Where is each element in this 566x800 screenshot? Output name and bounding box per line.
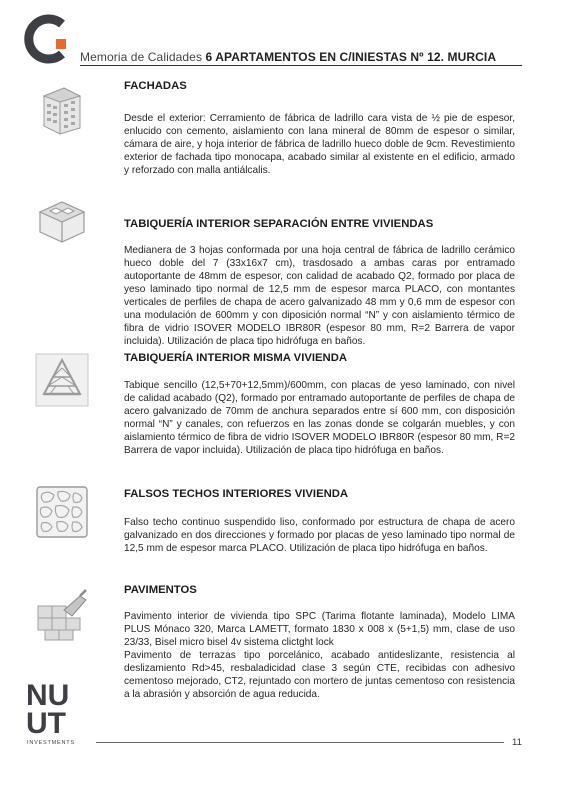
section-title: TABIQUERÍA INTERIOR MISMA VIVIENDA [124,352,348,364]
truss-frame-icon [34,352,90,408]
section-paragraph: Medianera de 3 hojas conformada por una hoja central de fábrica de ladrillo cerámico hueco doble del 7 (33x16x7 cm), trasdosado a ambas caras por entramado autoportante de 48mm de espesor, con calidad de acabado Q2, formado por placa de yeso laminado tipo normal de 12,5 mm de espesor marca PLACO, con montantes verticales de perfiles de chapa de acero galvanizado 48 mm y 0,6 mm de espesor con una modulación de 600mm y con diposición normal “N” y con aislamiento térmico de fibra de vidrio ISOVER MODELO IBR80R (espesor 80 mm, R=2 Barrera de vapor incluida). Utilización de placa tipo hidrófuga en baños. [124,245,515,347]
footer-divider [96,742,504,743]
header-prefix: Memoria de Calidades [80,50,203,64]
section-paragraph: Desde el exterior: Cerramiento de fábrica de ladrillo cara vista de ½ pie de espesor, enlucido con cemento, aislamiento con lana mineral de 80mm de espesor o similar, cámara de aire, y hoja interior de fábrica de ladrillo hueco doble de 9cm. Revestimiento exterior de fachada tipo monocapa, acabado similar al existente en el edificio, armado y reforzado con malla antiálcalis. [124,113,515,176]
section-title: PAVIMENTOS [124,584,197,596]
nuut-investments-logo-icon [26,678,86,748]
ceiling-tile-icon [34,484,90,540]
section-paragraph: Pavimento interior de vivienda tipo SPC (Tarima flotante laminada), Modelo LIMA PLUS Mónaco 320, Marca LAMETT, formato 1830 x 008 x (5+1,5) mm, clase de uso 23/33, Bisel micro bisel 4v sistema clictght lock [124,611,515,648]
section-body [124,516,515,555]
section-paragraph: Tabique sencillo (12,5+70+12,5mm)/600mm, con placas de yeso laminado, con nivel de calidad acabado (Q2), formado por entramado autoportante de perfiles de chapa de acero galvanizado de 70mm de anchura separados entre sí 600 mm, con disposición normal “N” y canales, con refuerzos en las zonas donde se colgarán muebles, y con aislamiento térmico de fibra de vidrio ISOVER MODELO IBR80R (espesor 80 mm, R=2 Barrera de vapor incluida). Utilización de placa tipo hidrófuga en baños. [124,380,515,456]
brand-line1: NU [26,679,70,712]
header-title: 6 APARTAMENTOS EN C/INIESTAS Nº 12. MURCIA [205,50,497,64]
building-facade-icon [34,82,90,138]
section-title: TABIQUERÍA INTERIOR SEPARACIÓN ENTRE VIVIENDAS [124,218,434,230]
section-title: FALSOS TECHOS INTERIORES VIVIENDA [124,488,349,500]
section-body [124,112,515,177]
floor-tiles-trowel-icon [34,588,90,644]
company-logo-icon [20,12,74,66]
brand-line2: UT [26,707,66,740]
section-title: FACHADAS [124,80,187,92]
document-header [80,50,522,66]
section-body [124,379,515,457]
brand-sub: INVESTMENTS [27,740,75,746]
section-body [124,610,515,701]
hollow-brick-icon [34,192,90,248]
section-paragraph: Falso techo continuo suspendido liso, conformado por estructura de chapa de acero galvanizado en dos direcciones y formado por placas de yeso laminado tipo normal de 12,5 mm de espesor marca PLACO. Utilización de placa tipo hidrófuga en baños. [124,517,515,554]
section-body [124,244,515,348]
page-number: 11 [512,737,522,748]
section-paragraph: Pavimento de terrazas tipo porcelánico, acabado antideslizante, resistencia al deslizamiento Rd>45, resbaladicidad clase 3 según CTE, recibidas con adhesivo cementoso mejorado, CT2, rejuntado con mortero de juntas cementoso con resistencia a la abrasión y absorción de agua reducida. [124,650,515,700]
